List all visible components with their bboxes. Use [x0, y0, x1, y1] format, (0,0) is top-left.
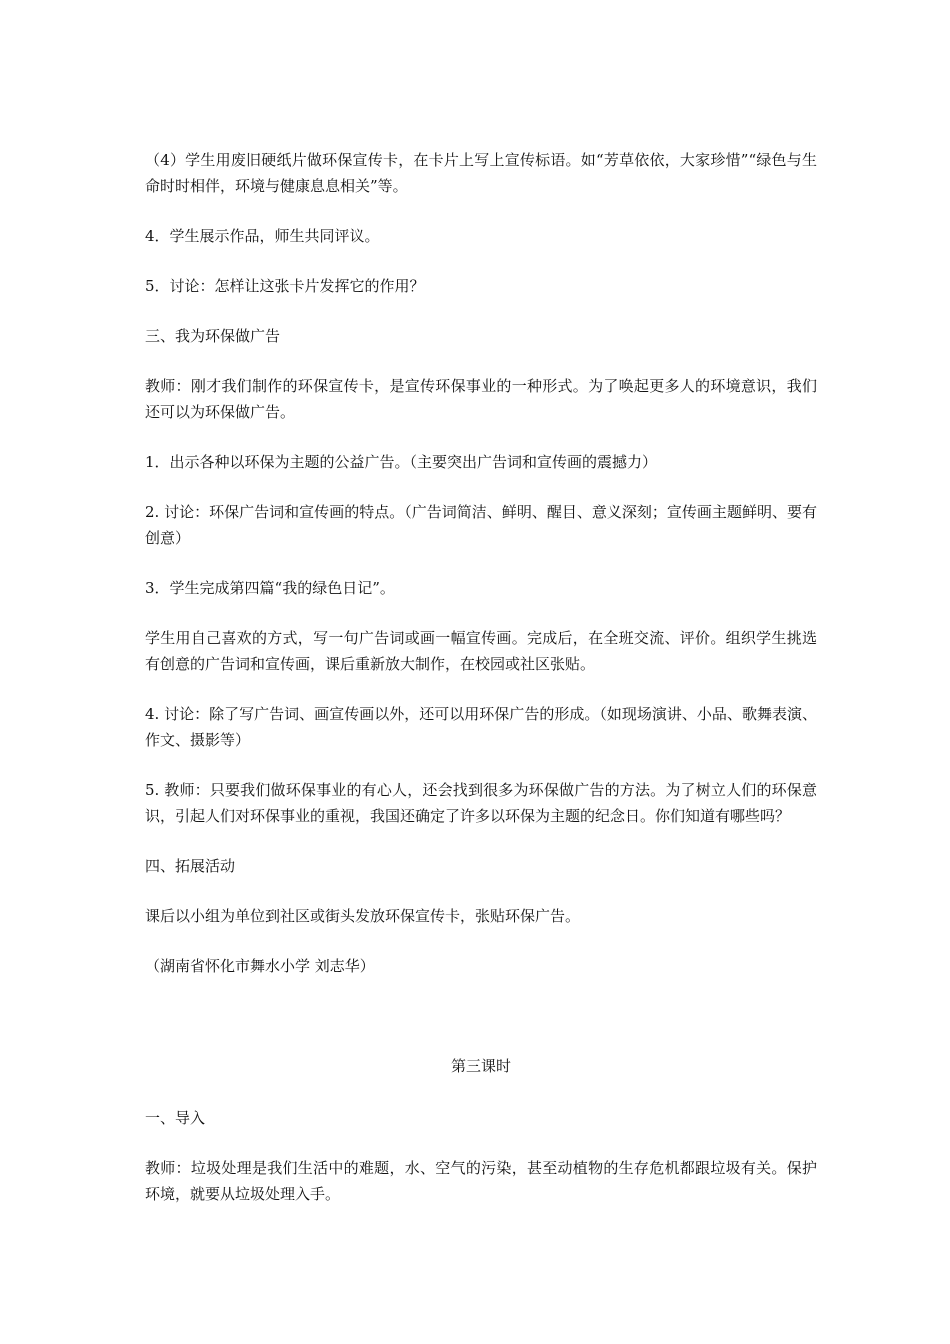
paragraph-teacher-memorial-days: 5. 教师：只要我们做环保事业的有心人，还会找到很多为环保做广告的方法。为了树立人们的环保意识，引起人们对环保事业的重视，我国还确定了许多以环保为主题的纪念日。你们知道有哪些吗？ — [145, 781, 817, 825]
section-heading-extension: 四、拓展活动 — [145, 857, 236, 875]
paragraph-show-public-ads: 1．出示各种以环保为主题的公益广告。（主要突出广告词和宣传画的震撼力） — [145, 453, 658, 471]
paragraph-student-ads: 学生用自己喜欢的方式，写一句广告词或画一幅宣传画。完成后，在全班交流、评价。组织学生挑选有创意的广告词和宣传画，课后重新放大制作，在校园或社区张贴。 — [145, 629, 817, 673]
paragraph-teacher-intro-ads: 教师：刚才我们制作的环保宣传卡，是宣传环保事业的一种形式。为了唤起更多人的环境意识，我们还可以为环保做广告。 — [145, 377, 817, 421]
document-body — [145, 147, 817, 1231]
section-heading-intro: 一、导入 — [145, 1109, 206, 1127]
author-credit: （湖南省怀化市舞水小学 刘志华） — [145, 957, 375, 975]
paragraph-discuss-other-forms: 4. 讨论：除了写广告词、画宣传画以外，还可以用环保广告的形成。（如现场演讲、小品、歌舞表演、作文、摄影等） — [145, 705, 817, 749]
section-heading-advertise: 三、我为环保做广告 — [145, 327, 281, 345]
paragraph-show-works: 4．学生展示作品，师生共同评议。 — [145, 227, 380, 245]
lesson-title: 第三课时 — [450, 1057, 511, 1075]
paragraph-discuss-ad-features: 2. 讨论：环保广告词和宣传画的特点。（广告词简洁、鲜明、醒目、意义深刻；宣传画主题鲜明、要有创意） — [145, 503, 817, 547]
paragraph-green-diary: 3．学生完成第四篇“我的绿色日记”。 — [145, 579, 395, 597]
paragraph-discuss-card: 5．讨论：怎样让这张卡片发挥它的作用？ — [145, 277, 425, 295]
paragraph-extension-activity: 课后以小组为单位到社区或街头发放环保宣传卡，张贴环保广告。 — [145, 907, 581, 925]
paragraph-step-4-cards: （4）学生用废旧硬纸片做环保宣传卡，在卡片上写上宣传标语。如“芳草依依，大家珍惜”“绿色与生命时时相伴，环境与健康息息相关”等。 — [145, 151, 817, 195]
paragraph-teacher-garbage: 教师：垃圾处理是我们生活中的难题，水、空气的污染，甚至动植物的生存危机都跟垃圾有关。保护环境，就要从垃圾处理入手。 — [145, 1159, 817, 1203]
